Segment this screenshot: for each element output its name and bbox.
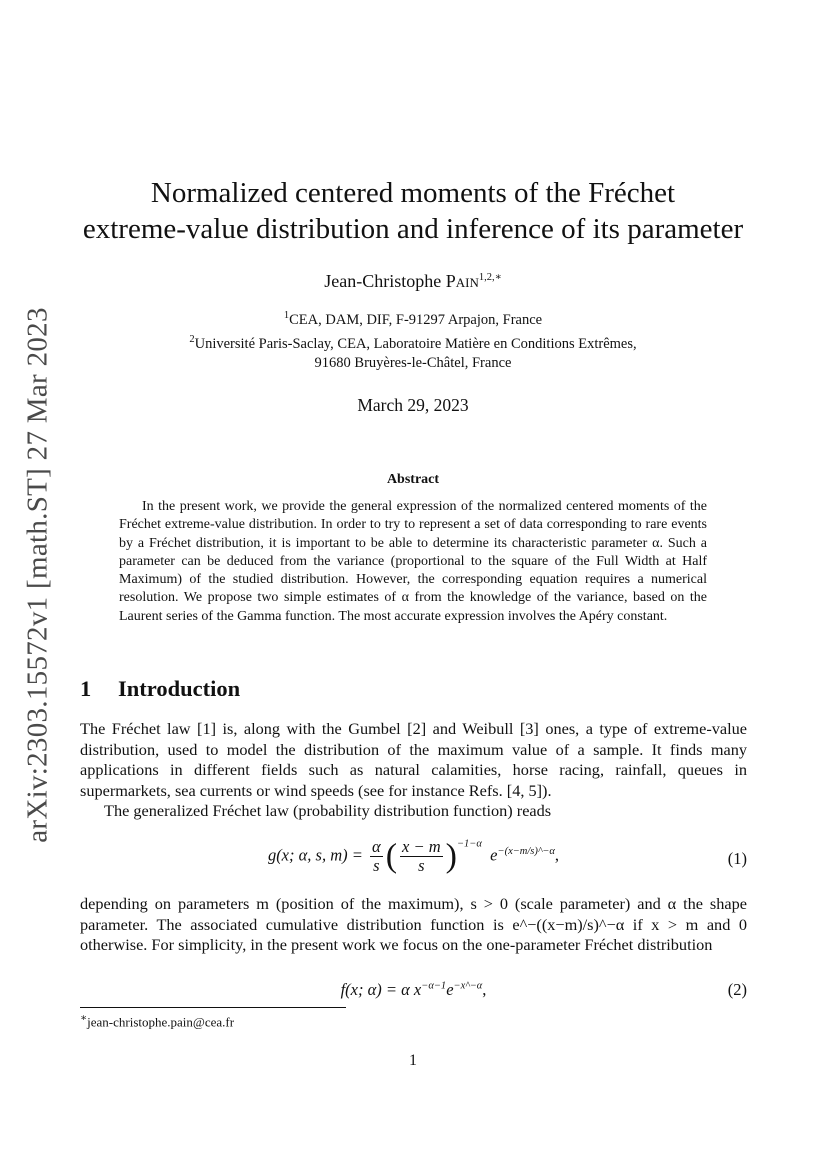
eq1-exponent-2: −(x−m/s)^−α <box>497 845 555 857</box>
eq2-comma: , <box>482 980 487 999</box>
affiliation-2-mark: 2 <box>189 333 195 345</box>
equation-2-body <box>80 980 747 1000</box>
paragraph-intro-2: The generalized Fréchet law (probability distribution function) reads <box>104 801 552 820</box>
title-line-2: extreme-value distribution and inference of its parameter <box>82 213 744 245</box>
affiliation-2-continued: 91680 Bruyères-le-Châtel, France <box>314 354 512 371</box>
eq2-exponent-1: −α−1 <box>421 980 447 992</box>
eq1-e: e <box>490 845 498 865</box>
affiliation-1 <box>60 306 766 330</box>
eq1-left-paren: ( <box>385 837 398 875</box>
paper-title <box>60 175 766 247</box>
arxiv-identifier-stamp <box>19 307 57 843</box>
eq1-frac2-den: s <box>418 856 425 875</box>
affiliation-2 <box>60 330 766 354</box>
eq1-comma: , <box>554 845 560 865</box>
eq1-fraction-alpha-over-s <box>370 838 383 875</box>
author-last-name: Pain <box>445 271 479 291</box>
paper-date: March 29, 2023 <box>357 395 469 415</box>
eq1-frac1-den: s <box>373 856 380 875</box>
affiliation-2-text: Université Paris-Saclay, CEA, Laboratoire Matière en Conditions Extrêmes, <box>194 335 637 352</box>
footnote-mark: ∗ <box>80 1013 88 1024</box>
abstract-heading: Abstract <box>386 472 440 487</box>
paragraph-intro-3: depending on parameters m (position of the maximum), s > 0 (scale parameter) and α the shape parameter. The associated cumulative distribution function is e^−((x−m)/s)^−α if x > m and 0 otherwise. For simplicity, in the present work we focus on the one-parameter Fréchet distribution <box>80 894 747 954</box>
equation-2 <box>80 980 747 1002</box>
footnote <box>80 1012 234 1030</box>
eq2-e: e <box>446 980 454 999</box>
eq1-frac2-num: x − m <box>402 837 441 856</box>
equation-1 <box>80 838 747 878</box>
equation-1-body <box>80 838 747 875</box>
title-line-1: Normalized centered moments of the Fréchet <box>150 177 676 209</box>
eq1-fraction-x-minus-m-over-s <box>400 838 443 875</box>
footnote-divider <box>80 1007 346 1008</box>
affiliations <box>60 306 766 373</box>
equation-2-number: (2) <box>727 980 747 999</box>
eq2-exponent-2: −x^−α <box>453 980 483 992</box>
section-title: Introduction <box>118 676 241 701</box>
affiliation-1-mark: 1 <box>283 310 290 321</box>
author-line <box>60 271 766 292</box>
footnote-email[interactable]: jean-christophe.pain@cea.fr <box>87 1014 235 1030</box>
paragraph-intro-1: The Fréchet law [1] is, along with the Gumbel [2] and Weibull [3] ones, a type of extreme-value distribution, used to model the distribution of the maximum value of a sample. It finds many applications in different fields such as natural calamities, horse racing, rainfall, queues in supermarkets, sea currents or wind speeds (see for instance Refs. [4, 5]). <box>80 719 747 800</box>
author-affiliation-marks: 1,2,∗ <box>478 272 502 283</box>
eq1-lhs: g(x; α, s, m) = <box>267 845 368 865</box>
abstract-text: In the present work, we provide the general expression of the normalized centered moments of the Fréchet extreme-value distribution. In order to try to represent a set of data corresponding to rare events by a Fréchet distribution, it is important to be able to determine its characteristic parameter α. Such a parameter can be deduced from the variance (proportional to the square of the Full Width at Half Maximum) of the studied distribution. However, the corresponding equation requires a numerical resolution. We propose two simple estimates of α from the knowledge of the variance, based on the Laurent series of the Gamma function. The most accurate expression involves the Apéry constant. <box>119 499 707 624</box>
section-number: 1 <box>80 676 92 701</box>
section-heading <box>80 676 240 702</box>
author-first-name: Jean-Christophe <box>324 271 442 291</box>
eq1-exponent-1: −1−α <box>456 838 482 850</box>
page-number: 1 <box>409 1052 417 1069</box>
eq2-lhs: f(x; α) = α x <box>340 980 422 999</box>
eq1-frac1-num: α <box>372 837 381 856</box>
affiliation-1-text: CEA, DAM, DIF, F-91297 Arpajon, France <box>289 311 543 328</box>
arxiv-id-text: arXiv:2303.15572v1 [math.ST] 27 Mar 2023 <box>21 307 54 843</box>
eq1-right-paren: ) <box>445 837 457 875</box>
equation-1-number: (1) <box>727 849 747 868</box>
